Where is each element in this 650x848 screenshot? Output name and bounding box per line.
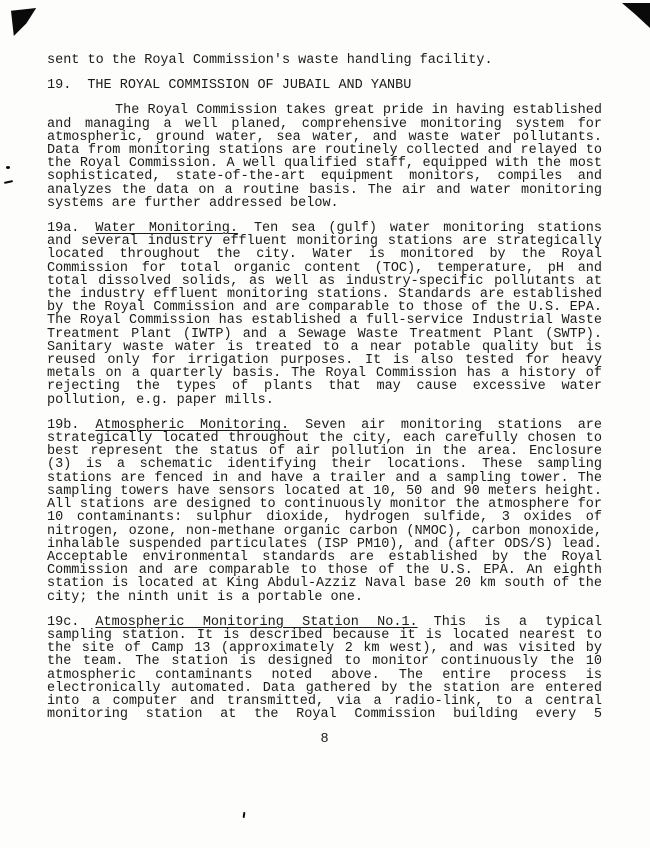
scan-artifact-margin-dot	[6, 166, 10, 169]
section-number: 19.	[47, 78, 72, 94]
section-title: THE ROYAL COMMISSION OF JUBAIL AND YANBU	[87, 78, 412, 94]
section-body-text: This is a typical sampling station. It is described because it is located nearest to the site of Camp 13 (approximately 2 km west), and was visited by the team. The station is designed to monitor continuously the 10 atmospheric contaminants noted above. The entire process is electronically automated. Data gathered by the station are entered into a computer and transmitted, via a radio-link, to a central monitoring station at the Royal Commission building every 5	[47, 614, 602, 723]
carryover-line	[47, 54, 602, 67]
section-number: 19b.	[47, 417, 80, 433]
section-body-text: Ten sea (gulf) water monitoring stations and several industry effluent monitoring stations are strategically located throughout the city. Water is monitored by the Royal Commission for total organic content (TOC), temperature, pH and total dissolved solids, as well as industry-specific pollutants at the industry effluent monitoring stations. Standards are established by the Royal Commission and are comparable to those of the U.S. EPA. The Royal Commission has established a full-service Industrial Waste Treatment Plant (IWTP) and a Sewage Waste Treatment Plant (SWTP). Sanitary waste water is treated to a near potable quality but is reused only for irrigation purposes. It is also tested for heavy metals on a quarterly basis. The Royal Commission has a history of rejecting the types of plants that may cause excessive water pollution, e.g. paper mills.	[47, 221, 602, 408]
section-body-text: The Royal Commission takes great pride in having established and managing a well planed, comprehensive monitoring system for atmospheric, ground water, sea water, and waste water pollutants. Data from monitoring stations are routinely collected and relayed to the Royal Commission. A well qualified staff, equipped with the most sophisticated, state-of-the-art equipment monitors, compiles and analyzes the data on a routine basis. The air and water monitoring systems are further addressed below.	[47, 103, 602, 211]
section-body-text: Seven air monitoring stations are strategically located throughout the city, each carefully chosen to best represent the status of air pollution in the area. Enclosure (3) is a schematic identifying their locations. These sampling stations are fenced in and have a trailer and a sampling tower. The sampling towers have sensors located at 10, 50 and 90 meters height. All stations are designed to continuously monitor the atmosphere for 10 contaminants: sulphur dioxide, hydrogen sulfide, 3 oxides of nitrogen, ozone, non-methane organic carbon (NMOC), carbon monoxide, inhalable suspended particulates (ISP PM10), and (after ODS/S) lead. Acceptable environmental standards are established by the Royal Commission and are comparable to those of the U.S. EPA. An eighth station is located at King Abdul-Azziz Naval base 20 km south of the city; the ninth unit is a portable one.	[47, 417, 602, 605]
page-number-text: 8	[320, 732, 329, 748]
section-19b	[47, 419, 602, 604]
section-19c	[47, 616, 602, 722]
carryover-text: sent to the Royal Commission's waste handling facility.	[47, 53, 493, 68]
section-number: 19a.	[47, 221, 80, 237]
scan-artifact-margin-tilde	[4, 180, 13, 184]
scan-artifact-top-left	[11, 8, 39, 36]
section-title: Atmospheric Monitoring.	[95, 417, 290, 433]
section-19-heading	[47, 79, 602, 92]
scan-artifact-bottom-tick	[243, 812, 246, 818]
section-19-body	[47, 104, 602, 210]
scan-artifact-top-right	[617, 3, 650, 28]
section-title: Atmospheric Monitoring Station No.1.	[95, 614, 418, 630]
section-title: Water Monitoring.	[95, 221, 238, 237]
page-number	[47, 733, 602, 746]
section-19a	[47, 222, 602, 407]
section-number: 19c.	[47, 614, 80, 630]
